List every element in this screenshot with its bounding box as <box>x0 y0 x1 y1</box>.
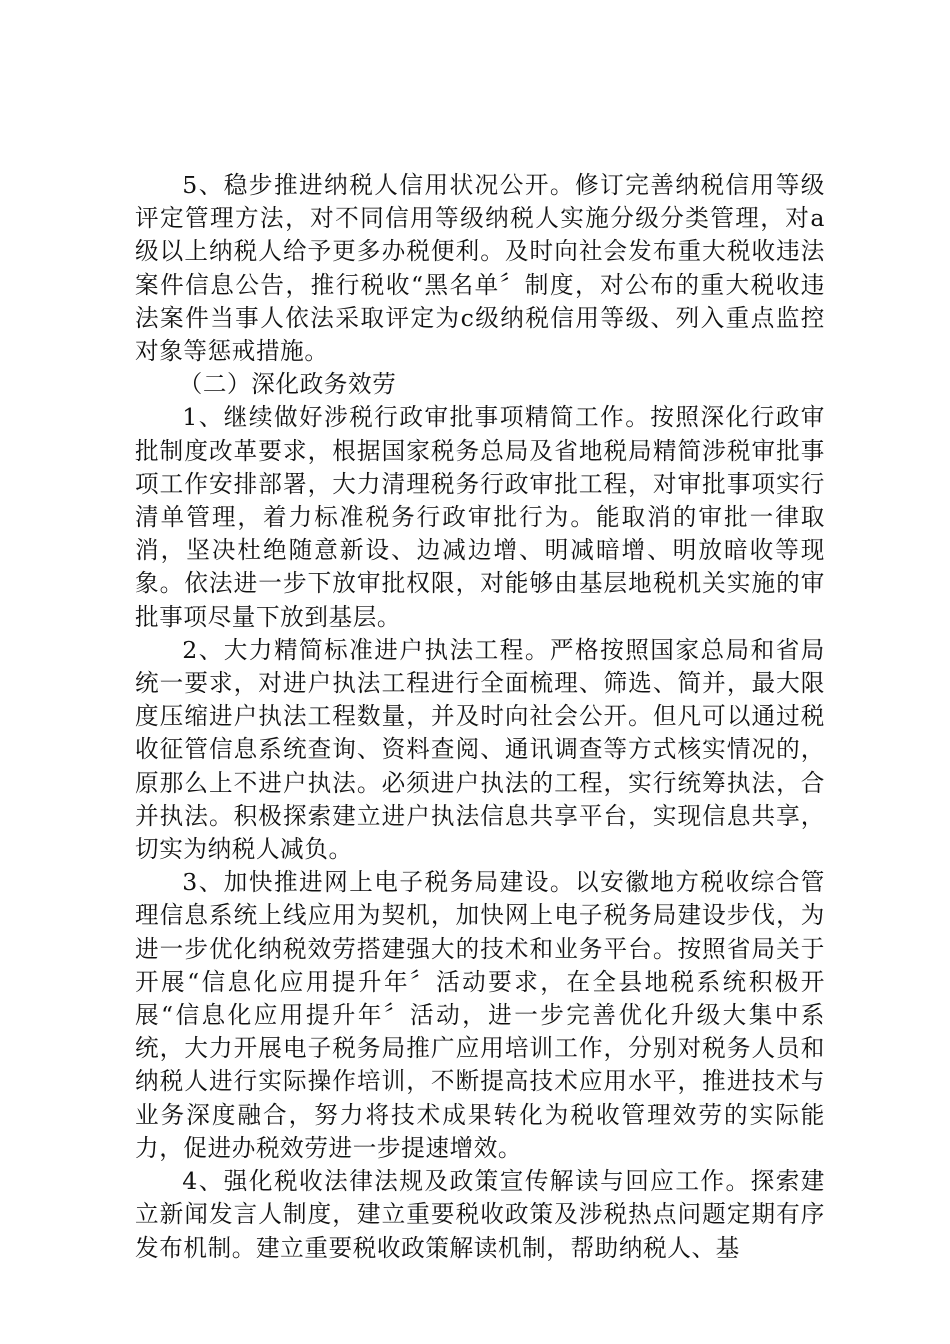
paragraph-onsite-enforcement: 2、大力精简标准进户执法工程。严格按照国家总局和省局统一要求，对进户执法工程进行全面梳理、筛选、简并，最大限度压缩进户执法工程数量，并及时向社会公开。但凡可以通过税收征管信息系统查询、资料查阅、通讯调查等方式核实情况的，原那么上不进户执法。必须进户执法的工程，实行统筹执法，合并执法。积极探索建立进户执法信息共享平台，实现信息共享，切实为纳税人减负。 <box>135 635 825 864</box>
paragraph-e-tax-bureau: 3、加快推进网上电子税务局建设。以安徽地方税收综合管理信息系统上线应用为契机，加快网上电子税务局建设步伐，为进一步优化纳税效劳搭建强大的技术和业务平台。按照省局关于开展“信息化应用提升年〞活动要求，在全县地税系统积极开展“信息化应用提升年〞活动，进一步完善优化升级大集中系统，大力开展电子税务局推广应用培训工作，分别对税务人员和纳税人进行实际操作培训，不断提高技术应用水平，推进技术与业务深度融合，努力将技术成果转化为税收管理效劳的实际能力，促进办税效劳进一步提速增效。 <box>135 868 825 1162</box>
paragraph-credit-disclosure: 5、稳步推进纳税人信用状况公开。修订完善纳税信用等级评定管理方法，对不同信用等级纳税人实施分级分类管理，对a级以上纳税人给予更多办税便利。及时向社会发布重大税收违法案件信息公告，推行税收“黑名单〞制度，对公布的重大税收违法案件当事人依法采取评定为c级纳税信用等级、列入重点监控对象等惩戒措施。 <box>135 171 825 366</box>
paragraph-approval-simplification: 1、继续做好涉税行政审批事项精简工作。按照深化行政审批制度改革要求，根据国家税务总局及省地税局精简涉税审批事项工作安排部署，大力清理税务行政审批工程，对审批事项实行清单管理，着力标准税务行政审批行为。能取消的审批一律取消，坚决杜绝随意新设、边减边增、明减暗增、明放暗收等现象。依法进一步下放审批权限，对能够由基层地税机关实施的审批事项尽量下放到基层。 <box>135 403 825 631</box>
section-heading: （二）深化政务效劳 <box>178 370 397 399</box>
paragraph-policy-publicity: 4、强化税收法律法规及政策宣传解读与回应工作。探索建立新闻发言人制度，建立重要税收政策及涉税热点问题定期有序发布机制。建立重要税收政策解读机制，帮助纳税人、基 <box>135 1167 825 1262</box>
document-body <box>135 169 825 1265</box>
